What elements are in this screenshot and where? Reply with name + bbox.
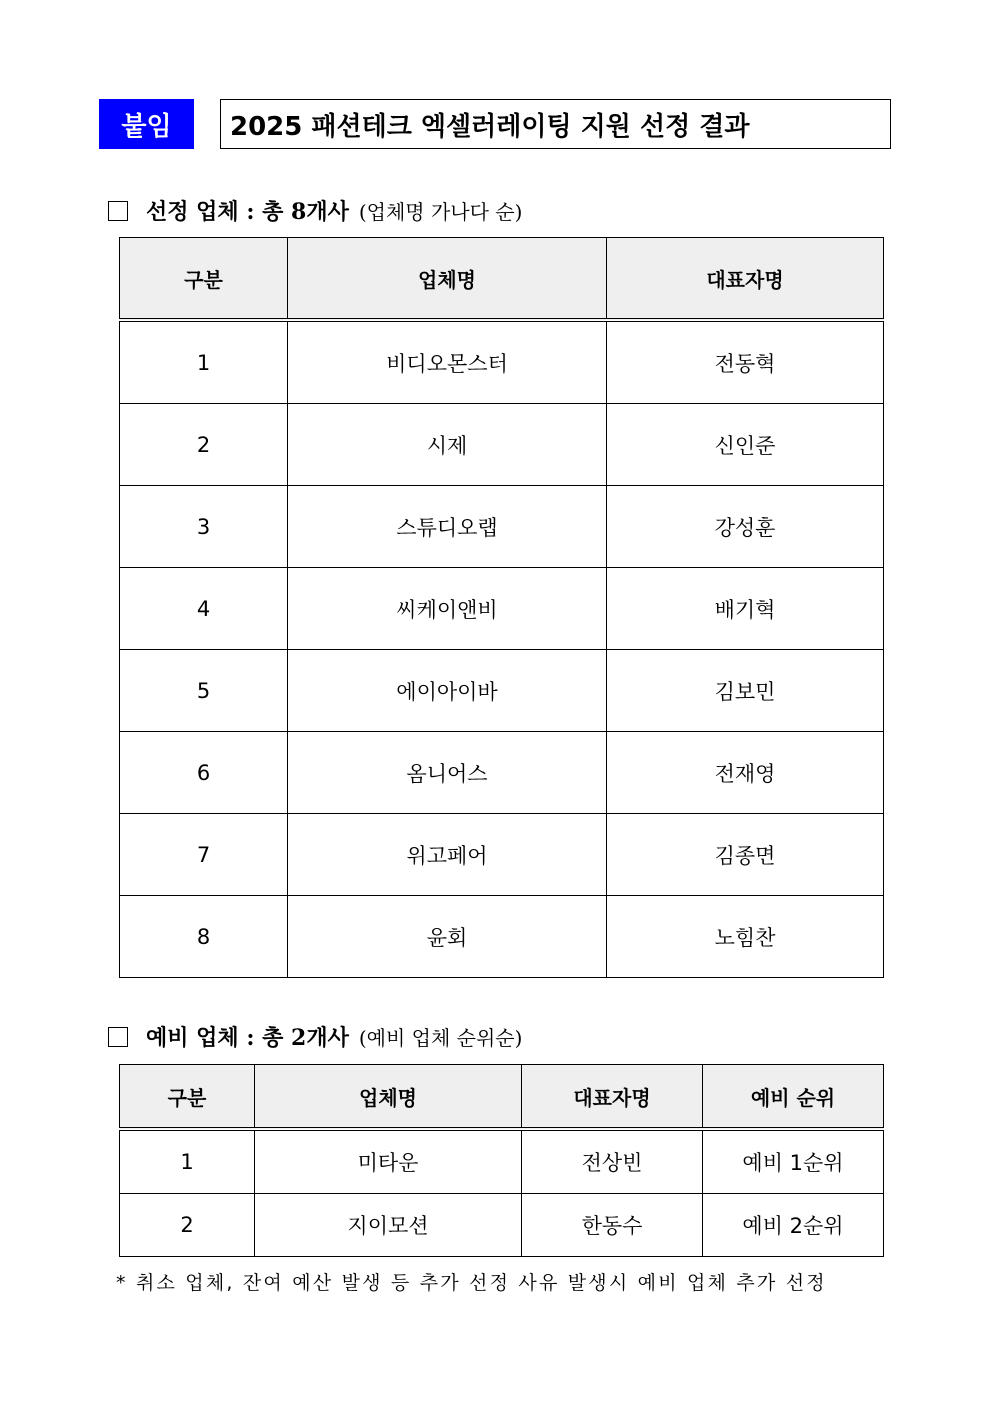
selected-section-heading <box>108 195 522 226</box>
table-cell: 4 <box>120 568 288 650</box>
table-cell: 옴니어스 <box>288 732 607 814</box>
reserve-heading-text: 예비 업체 : 총 2개사 <box>146 1025 349 1051</box>
table-cell: 1 <box>120 320 288 404</box>
table-row <box>120 814 884 896</box>
checkbox-icon <box>108 1027 128 1047</box>
table-row <box>120 568 884 650</box>
table-cell: 5 <box>120 650 288 732</box>
table-cell: 3 <box>120 486 288 568</box>
reserve-companies-table <box>119 1064 884 1257</box>
table-cell: 시제 <box>288 404 607 486</box>
table-cell: 스튜디오랩 <box>288 486 607 568</box>
table-cell: 전재영 <box>607 732 884 814</box>
table-cell: 8 <box>120 896 288 978</box>
column-header: 대표자명 <box>607 238 884 321</box>
selected-heading-note: (업체명 가나다 순) <box>358 200 523 224</box>
table-cell: 6 <box>120 732 288 814</box>
table-row <box>120 404 884 486</box>
table-cell: 노힘찬 <box>607 896 884 978</box>
table-header-row <box>120 1065 884 1130</box>
reserve-heading-note: (예비 업체 순위순) <box>358 1026 523 1050</box>
table-row <box>120 732 884 814</box>
reserve-section-heading <box>108 1021 522 1052</box>
column-header: 업체명 <box>288 238 607 321</box>
table-cell: 지이모션 <box>255 1194 522 1257</box>
attachment-badge: 붙임 <box>99 99 194 149</box>
table-row <box>120 1194 884 1257</box>
column-header: 구분 <box>120 238 288 321</box>
table-cell: 신인준 <box>607 404 884 486</box>
table-cell: 예비 1순위 <box>703 1129 884 1194</box>
table-cell: 비디오몬스터 <box>288 320 607 404</box>
table-cell: 강성훈 <box>607 486 884 568</box>
table-cell: 예비 2순위 <box>703 1194 884 1257</box>
table-row <box>120 486 884 568</box>
selected-companies-table <box>119 237 884 978</box>
table-cell: 배기혁 <box>607 568 884 650</box>
table-cell: 1 <box>120 1129 255 1194</box>
column-header: 업체명 <box>255 1065 522 1130</box>
table-cell: 윤회 <box>288 896 607 978</box>
table-cell: 씨케이앤비 <box>288 568 607 650</box>
table-cell: 전상빈 <box>522 1129 703 1194</box>
table-row <box>120 896 884 978</box>
table-cell: 에이아이바 <box>288 650 607 732</box>
table-row <box>120 320 884 404</box>
table-cell: 2 <box>120 1194 255 1257</box>
table-cell: 전동혁 <box>607 320 884 404</box>
table-cell: 미타운 <box>255 1129 522 1194</box>
table-cell: 2 <box>120 404 288 486</box>
table-row <box>120 1129 884 1194</box>
table-cell: 한동수 <box>522 1194 703 1257</box>
table-cell: 김종면 <box>607 814 884 896</box>
table-cell: 위고페어 <box>288 814 607 896</box>
table-header-row <box>120 238 884 321</box>
selected-heading-text: 선정 업체 : 총 8개사 <box>146 199 349 225</box>
table-row <box>120 650 884 732</box>
column-header: 구분 <box>120 1065 255 1130</box>
table-cell: 7 <box>120 814 288 896</box>
checkbox-icon <box>108 201 128 221</box>
table-cell: 김보민 <box>607 650 884 732</box>
column-header: 예비 순위 <box>703 1065 884 1130</box>
column-header: 대표자명 <box>522 1065 703 1130</box>
document-title: 2025 패션테크 엑셀러레이팅 지원 선정 결과 <box>220 99 891 149</box>
footnote: * 취소 업체, 잔여 예산 발생 등 추가 선정 사유 발생시 예비 업체 추가 선정 <box>116 1272 827 1294</box>
